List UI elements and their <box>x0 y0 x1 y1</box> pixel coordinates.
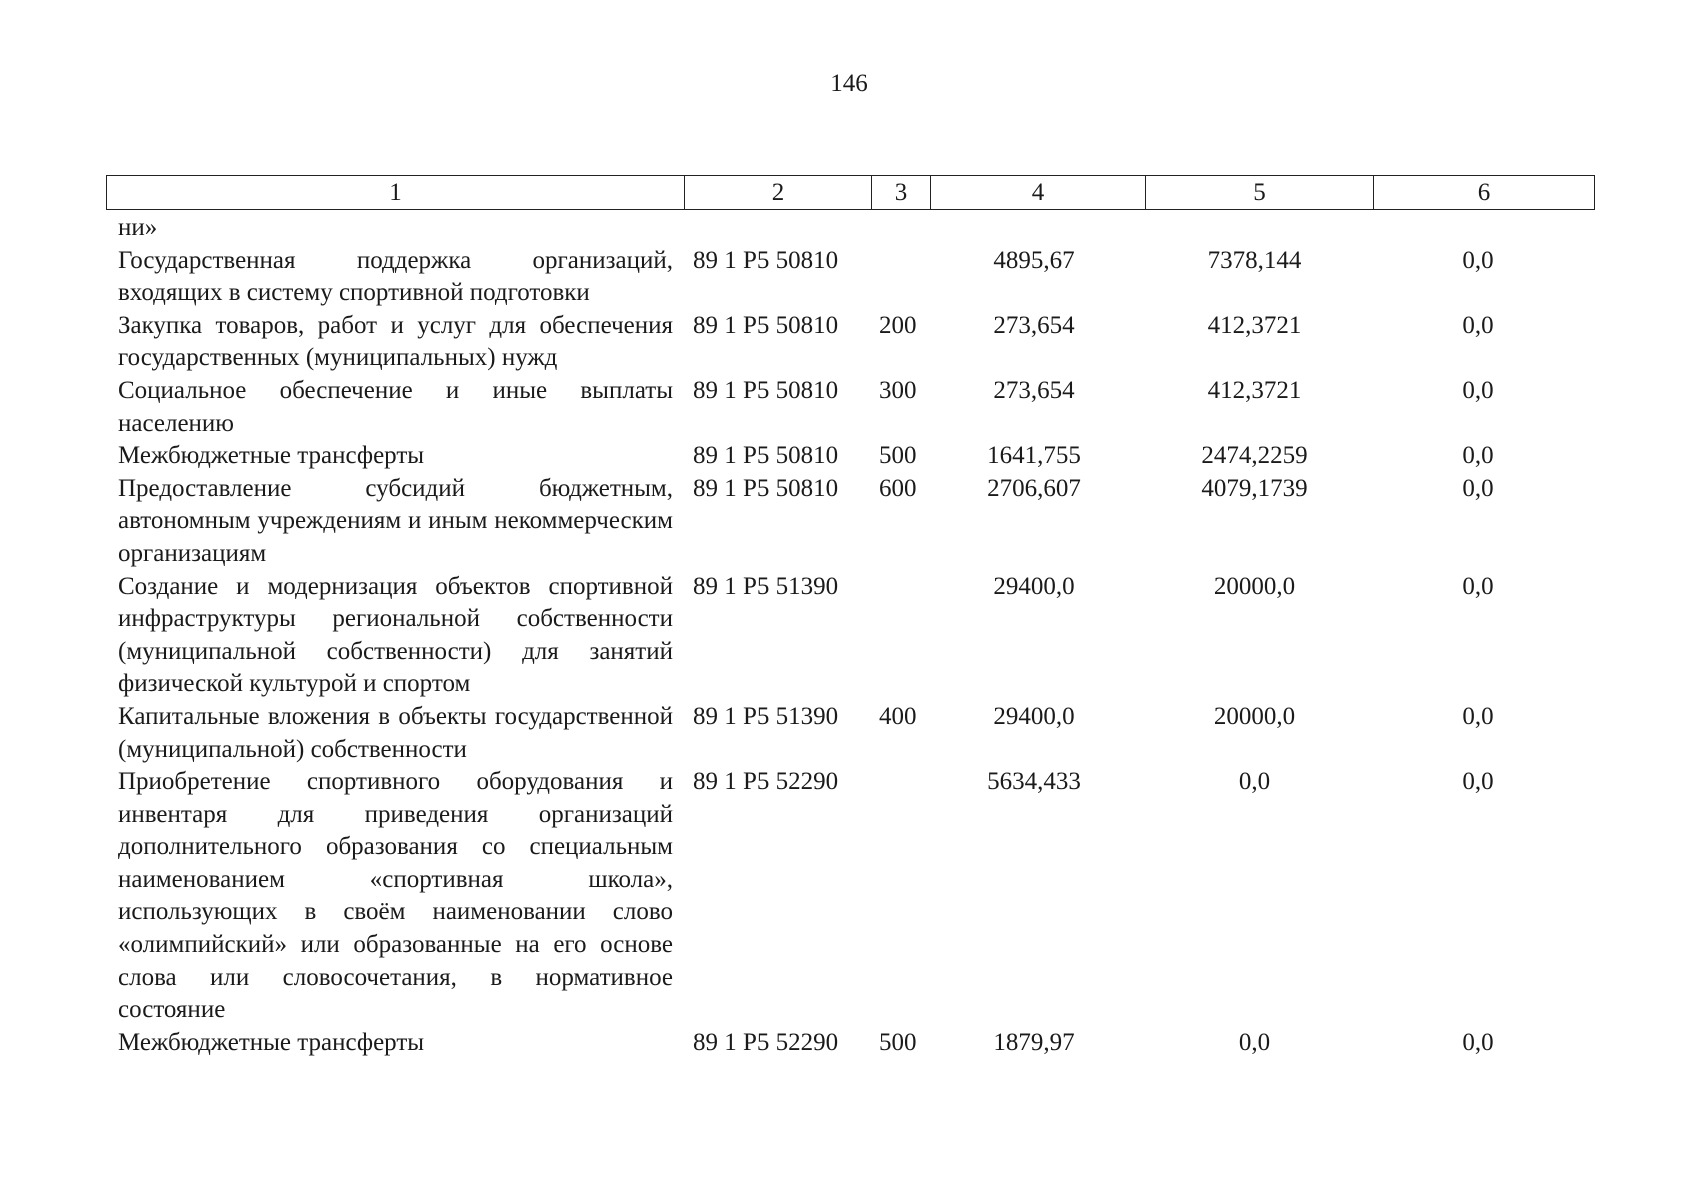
row-expense-type <box>869 245 927 310</box>
table-row <box>106 375 1588 440</box>
row-value-5: 7378,144 <box>1207 246 1302 274</box>
row-value-4: 29400,0 <box>993 572 1075 600</box>
budget-table-body <box>106 212 1588 1059</box>
table-row <box>106 212 1588 245</box>
row-value-6: 0,0 <box>1462 311 1494 339</box>
row-code: 89 1 P5 50810 <box>693 311 839 339</box>
row-name: Капитальные вложения в объекты государственной (муниципальной) собственности <box>118 702 673 763</box>
table-row <box>106 473 1588 571</box>
table-row <box>106 245 1588 310</box>
header-col-1: 1 <box>107 176 685 210</box>
table-row <box>106 766 1588 1027</box>
row-expense-type <box>869 571 927 701</box>
row-value-5: 0,0 <box>1238 768 1271 796</box>
row-value-5 <box>1141 212 1368 245</box>
row-value-4: 29400,0 <box>993 702 1075 730</box>
row-code: 89 1 P5 51390 <box>693 572 839 600</box>
header-col-5: 5 <box>1146 176 1374 210</box>
row-code <box>683 212 869 245</box>
row-expense-type: 500 <box>879 442 917 470</box>
header-col-3: 3 <box>872 176 931 210</box>
row-value-4: 1879,97 <box>993 1028 1075 1056</box>
row-value-4: 1641,755 <box>987 442 1081 470</box>
table-row <box>106 701 1588 766</box>
row-value-6: 0,0 <box>1462 246 1494 274</box>
row-value-5: 0,0 <box>1238 1028 1271 1056</box>
row-value-4: 273,654 <box>993 376 1075 404</box>
row-name: Создание и модернизация объектов спортивной инфраструктуры региональной собственности (муниципальной собственности) для занятий физической культурой и спортом <box>118 572 673 698</box>
row-expense-type: 500 <box>879 1028 917 1056</box>
row-value-6: 0,0 <box>1462 702 1494 730</box>
row-name: Государственная поддержка организаций, входящих в систему спортивной подготовки <box>118 246 673 307</box>
row-expense-type: 200 <box>879 311 917 339</box>
row-code: 89 1 P5 50810 <box>693 246 839 274</box>
row-expense-type <box>869 212 927 245</box>
row-code: 89 1 P5 51390 <box>693 702 839 730</box>
row-code: 89 1 P5 50810 <box>693 376 839 404</box>
row-expense-type <box>869 766 927 1027</box>
row-value-6: 0,0 <box>1462 572 1494 600</box>
header-col-2: 2 <box>685 176 872 210</box>
row-expense-type: 400 <box>879 702 917 730</box>
row-name: Межбюджетные трансферты <box>118 1028 425 1056</box>
table-row <box>106 1027 1588 1060</box>
row-value-5: 412,3721 <box>1207 376 1302 404</box>
row-value-4: 5634,433 <box>987 768 1081 796</box>
row-value-6: 0,0 <box>1462 442 1494 470</box>
row-value-6: 0,0 <box>1462 1028 1494 1056</box>
row-value-6: 0,0 <box>1462 474 1494 502</box>
header-row <box>107 176 1595 210</box>
table-row <box>106 440 1588 473</box>
row-value-5: 2474,2259 <box>1201 442 1308 470</box>
row-value-4: 273,654 <box>993 311 1075 339</box>
header-col-6: 6 <box>1374 176 1595 210</box>
row-value-6: 0,0 <box>1462 376 1494 404</box>
row-value-5: 20000,0 <box>1213 572 1296 600</box>
row-code: 89 1 P5 50810 <box>693 474 839 502</box>
row-name: Закупка товаров, работ и услуг для обеспечения государственных (муниципальных) нужд <box>118 311 673 372</box>
row-value-4: 2706,607 <box>987 474 1081 502</box>
row-expense-type: 300 <box>879 376 917 404</box>
row-value-4: 4895,67 <box>993 246 1075 274</box>
row-value-6 <box>1368 212 1588 245</box>
budget-table <box>106 212 1588 1059</box>
row-value-6: 0,0 <box>1462 768 1494 796</box>
row-name: Приобретение спортивного оборудования и инвентаря для приведения организаций дополнительного образования со специальным наименованием «спортивная школа», использующих в своём наименовании слово «олимпийский» или образованные на его основе слова или словосочетания, в нормативное состояние <box>118 768 673 1024</box>
row-code: 89 1 P5 52290 <box>693 1028 839 1056</box>
row-code: 89 1 P5 52290 <box>693 768 839 796</box>
row-value-4 <box>927 212 1141 245</box>
row-expense-type: 600 <box>879 474 917 502</box>
row-value-5: 20000,0 <box>1213 702 1296 730</box>
row-value-5: 4079,1739 <box>1201 474 1308 502</box>
row-code: 89 1 P5 50810 <box>693 442 839 470</box>
row-name: Межбюджетные трансферты <box>118 442 425 470</box>
row-name: Социальное обеспечение и иные выплаты населению <box>118 376 673 437</box>
row-name: Предоставление субсидий бюджетным, автономным учреждениям и иным некоммерческим организациям <box>118 474 673 567</box>
row-value-5: 412,3721 <box>1207 311 1302 339</box>
row-name: ни» <box>118 214 158 241</box>
page-number: 146 <box>830 70 868 97</box>
table-row <box>106 571 1588 701</box>
table-row <box>106 310 1588 375</box>
header-col-4: 4 <box>931 176 1146 210</box>
column-number-header <box>106 175 1595 210</box>
